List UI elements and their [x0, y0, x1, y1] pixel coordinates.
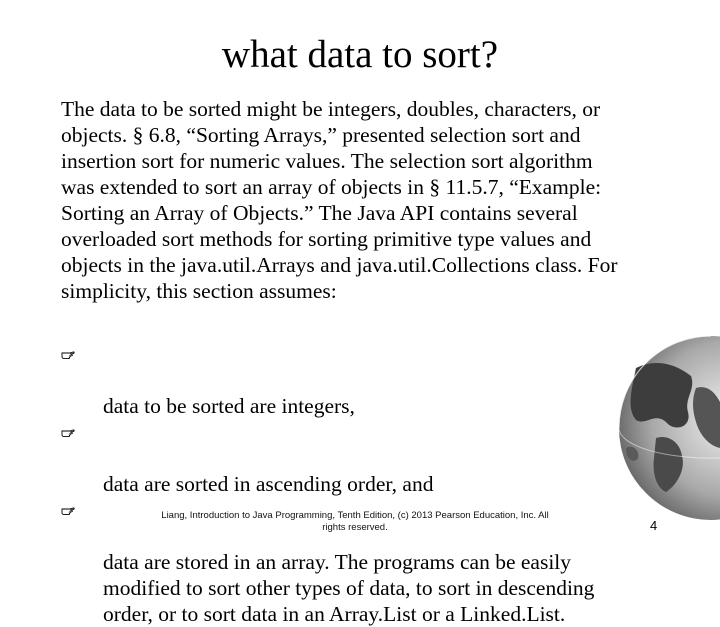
- slide-title: what data to sort?: [221, 33, 499, 76]
- bullet-text: data are stored in an array. The programs can be easily modified to sort other types of data, to sort in descending order, or to sort data in an Array.List or a Linked.List.: [103, 550, 595, 626]
- intro-paragraph: The data to be sorted might be integers, doubles, characters, or objects. § 6.8, “Sorting Arrays,” presented selection sort and insertion sort for numeric values. The selection sort algorithm was extended to sort an array of objects in § 11.5.7, “Example: Sorting an Array of Objects.” The Java API contains several overloaded sort methods for sorting primitive type values and objects in the java.util.Arrays and java.util.Collections class. For simplicity, this section assumes:: [61, 97, 618, 303]
- page-number: 4: [650, 518, 658, 533]
- list-item: [61, 341, 671, 419]
- list-item: [61, 419, 671, 497]
- bullet-text: data to be sorted are integers,: [103, 394, 355, 418]
- pointing-hand-icon: [61, 505, 75, 517]
- bullet-text: data are sorted in ascending order, and: [103, 472, 434, 496]
- pointing-hand-icon: [61, 349, 75, 361]
- footer-citation: Liang, Introduction to Java Programming, Tenth Edition, (c) 2013 Pearson Education, Inc. All rights reserved.: [161, 510, 549, 533]
- assumption-list: [61, 341, 671, 627]
- pointing-hand-icon: [61, 427, 75, 439]
